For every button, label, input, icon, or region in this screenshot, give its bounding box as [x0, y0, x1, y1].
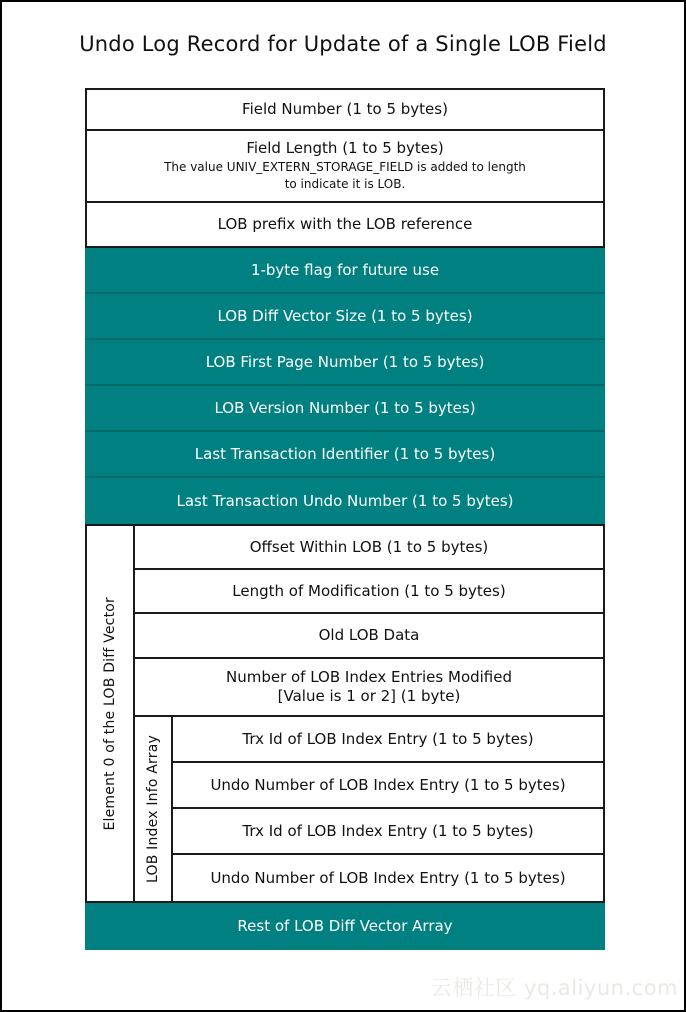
row-lob-prefix [87, 203, 603, 246]
index-info-label: LOB Index Info Array [145, 734, 161, 884]
row-undo-number-entry-1 [173, 763, 603, 809]
row-last-trx-identifier [85, 432, 605, 478]
row-length-of-modification [135, 570, 603, 614]
section-header-fields [85, 88, 605, 248]
row-rest-of-diff-vector-array [85, 903, 605, 950]
watermark: 云栖社区 yq.aliyun.com [430, 976, 678, 1000]
section-rest-of-diff-vector [85, 903, 605, 950]
row-field-length [87, 131, 603, 203]
row-first-page-number [85, 340, 605, 386]
row-label: 1-byte flag for future use [250, 260, 440, 279]
row-field-number [87, 90, 603, 131]
section-teal-fields [85, 248, 605, 524]
row-label: LOB Diff Vector Size (1 to 5 bytes) [217, 306, 473, 325]
row-label: Undo Number of LOB Index Entry (1 to 5 bytes) [210, 775, 566, 794]
row-label: Last Transaction Undo Number (1 to 5 bytes) [176, 491, 514, 510]
row-label: Field Number (1 to 5 bytes) [242, 100, 448, 119]
section-element0 [85, 524, 605, 903]
row-label: Undo Number of LOB Index Entry (1 to 5 bytes) [210, 868, 566, 887]
row-offset-within-lob [135, 526, 603, 570]
row-label: Offset Within LOB (1 to 5 bytes) [249, 537, 489, 556]
row-note-line2: to indicate it is LOB. [284, 177, 406, 192]
row-old-lob-data [135, 614, 603, 659]
element0-label-column [87, 526, 135, 901]
row-note-line1: The value UNIV_EXTERN_STORAGE_FIELD is added to length [164, 159, 526, 174]
row-last-trx-undo-number [85, 478, 605, 524]
row-label: LOB Version Number (1 to 5 bytes) [214, 398, 476, 417]
row-label: LOB First Page Number (1 to 5 bytes) [205, 352, 485, 371]
row-trx-id-entry-1 [173, 717, 603, 763]
row-undo-number-entry-2 [173, 855, 603, 901]
index-info-label-column [135, 717, 173, 901]
element0-label: Element 0 of the LOB Diff Vector [102, 596, 118, 831]
row-version-number [85, 386, 605, 432]
row-label: Field Length (1 to 5 bytes) [246, 139, 444, 158]
undo-log-record-diagram [85, 88, 605, 950]
row-label: Last Transaction Identifier (1 to 5 bytes) [194, 444, 496, 463]
row-label: LOB prefix with the LOB reference [217, 215, 473, 234]
row-num-index-entries-modified [135, 659, 603, 717]
lob-index-info-array-section [135, 717, 603, 901]
page-title: Undo Log Record for Update of a Single LOB Field [79, 32, 607, 56]
row-flag-future-use [85, 248, 605, 294]
row-label: Trx Id of LOB Index Entry (1 to 5 bytes) [242, 729, 534, 748]
element0-rows [135, 526, 603, 901]
row-diff-vector-size [85, 294, 605, 340]
row-label: Trx Id of LOB Index Entry (1 to 5 bytes) [242, 821, 534, 840]
row-label-line2: [Value is 1 or 2] (1 byte) [277, 687, 461, 705]
row-trx-id-entry-2 [173, 809, 603, 855]
row-label-line1: Number of LOB Index Entries Modified [225, 668, 513, 687]
row-label: Old LOB Data [318, 626, 420, 645]
row-label: Rest of LOB Diff Vector Array [237, 917, 453, 936]
index-info-rows [173, 717, 603, 901]
row-label: Length of Modification (1 to 5 bytes) [232, 581, 506, 600]
